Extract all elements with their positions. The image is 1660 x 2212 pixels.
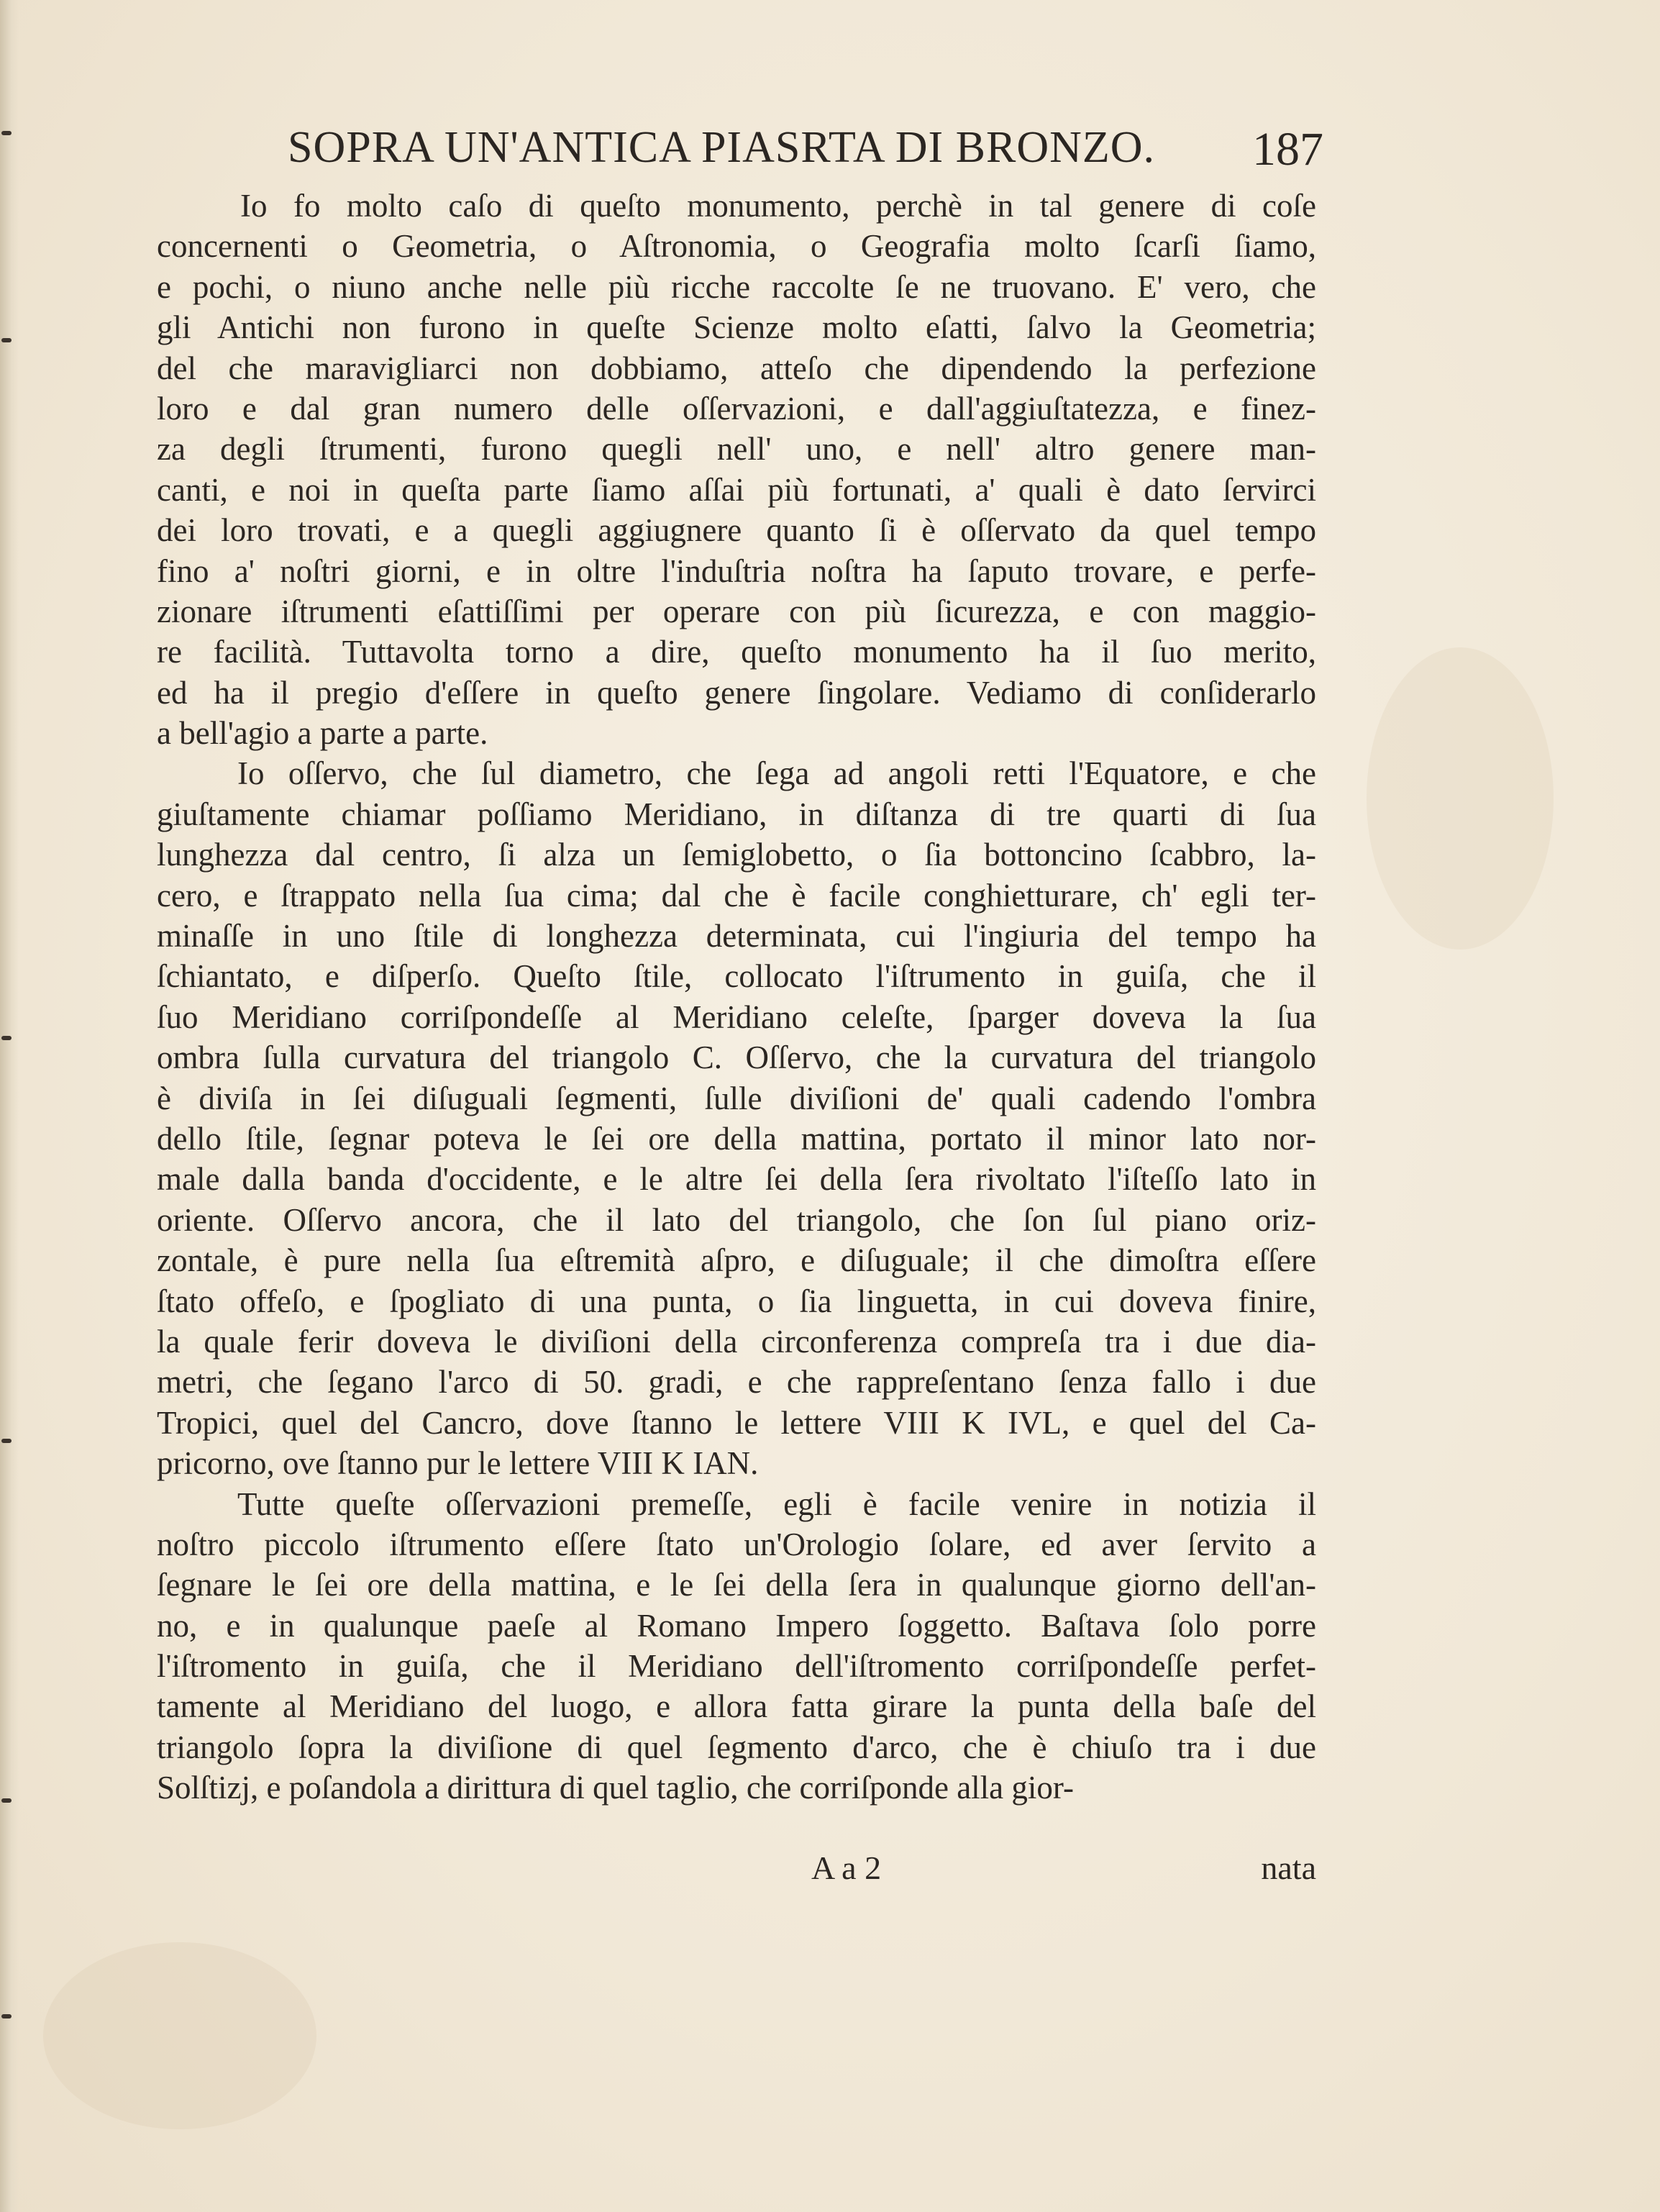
text-line: l'iſtromento in guiſa, che il Meridiano dell'iſtromento corriſpondeſſe perfet-	[157, 1648, 1316, 1685]
paragraph	[157, 753, 1316, 1483]
signature-mark: A a 2	[811, 1849, 882, 1886]
text-line: ombra ſulla curvatura del triangolo C. Oſſervo, che la curvatura del triangolo	[157, 1039, 1316, 1076]
text-line: noſtro piccolo iſtrumento eſſere ſtato un'Orologio ſolare, ed aver ſervito a	[157, 1526, 1316, 1562]
text-line: ſtato offeſo, e ſpogliato di una punta, o ſia linguetta, in cui doveva finire,	[157, 1283, 1316, 1319]
text-line: lunghezza dal centro, ſi alza un ſemiglobetto, o ſia bottoncino ſcabbro, la-	[157, 837, 1316, 873]
text-line: concernenti o Geometria, o Aſtronomia, o Geografia molto ſcarſi ſiamo,	[157, 228, 1316, 265]
text-line: ſchiantato, e diſperſo. Queſto ſtile, collocato l'iſtrumento in guiſa, che il	[157, 958, 1316, 995]
text-line: cero, e ſtrappato nella ſua cima; dal che è facile conghietturare, ch' egli ter-	[157, 877, 1316, 914]
text-line: dei loro trovati, e a quegli aggiugnere quanto ſi è oſſervato da quel tempo	[157, 512, 1316, 549]
text-line: Tropici, quel del Cancro, dove ſtanno le lettere VIII K IVL, e quel del Ca-	[157, 1404, 1316, 1441]
text-line: la quale ferir doveva le diviſioni della circonferenza compreſa tra i due dia-	[157, 1323, 1316, 1360]
text-line: ed ha il pregio d'eſſere in queſto genere ſingolare. Vediamo di conſiderarlo	[157, 674, 1316, 711]
paragraph	[157, 1484, 1316, 1808]
paper-stain	[43, 1942, 316, 2129]
text-line: Io fo molto caſo di queſto monumento, perchè in tal genere di coſe	[240, 188, 1316, 224]
text-line: loro e dal gran numero delle oſſervazioni, e dall'aggiuſtatezza, e finez-	[157, 390, 1316, 427]
text-line: male dalla banda d'occidente, e le altre ſei della ſera rivoltato l'iſteſſo lato in	[157, 1161, 1316, 1198]
text-line: re facilità. Tuttavolta torno a dire, queſto monumento ha il ſuo merito,	[157, 634, 1316, 670]
body-text	[157, 186, 1316, 1808]
page-footer	[157, 1849, 1316, 1899]
text-line: e pochi, o niuno anche nelle più ricche raccolte ſe ne truovano. E' vero, che	[157, 268, 1316, 305]
binding-edge	[0, 0, 19, 2212]
edge-mark	[1, 1036, 12, 1040]
edge-mark	[1, 1439, 12, 1443]
edge-mark	[1, 131, 12, 135]
text-line: za degli ſtrumenti, furono quegli nell' uno, e nell' altro genere man-	[157, 431, 1316, 468]
text-line: canti, e noi in queſta parte ſiamo aſſai più fortunati, a' quali è dato ſervirci	[157, 471, 1316, 508]
text-line: gli Antichi non furono in queſte Scienze molto eſatti, ſalvo la Geometria;	[157, 309, 1316, 346]
paper-stain	[1367, 647, 1554, 950]
text-line: Tutte queſte oſſervazioni premeſſe, egli è facile venire in notizia il	[237, 1485, 1316, 1522]
edge-mark	[1, 1798, 12, 1803]
text-line: a bell'agio a parte a parte.	[157, 715, 488, 752]
text-line: oriente. Oſſervo ancora, che il lato del triangolo, che ſon ſul piano oriz-	[157, 1201, 1316, 1238]
edge-mark	[1, 2014, 12, 2018]
text-line: è diviſa in ſei diſuguali ſegmenti, ſulle diviſioni de' quali cadendo l'ombra	[157, 1080, 1316, 1116]
text-line: zontale, è pure nella ſua eſtremità aſpro, e diſuguale; il che dimoſtra eſſere	[157, 1242, 1316, 1279]
text-line: ſuo Meridiano corriſpondeſſe al Meridiano celeſte, ſparger doveva la ſua	[157, 998, 1316, 1035]
running-title: SOPRA UN'ANTICA PIASRTA DI BRONZO.	[288, 123, 1156, 172]
text-line: ſegnare le ſei ore della mattina, e le ſei della ſera in qualunque giorno dell'an-	[157, 1567, 1316, 1603]
text-line: triangolo ſopra la diviſione di quel ſegmento d'arco, che è chiuſo tra i due	[157, 1729, 1316, 1765]
text-line: no, e in qualunque paeſe al Romano Impero ſoggetto. Baſtava ſolo porre	[157, 1607, 1316, 1644]
text-line: giuſtamente chiamar poſſiamo Meridiano, in diſtanza di tre quarti di ſua	[157, 796, 1316, 832]
edge-mark	[1, 338, 12, 342]
text-line: fino a' noſtri giorni, e in oltre l'induſtria noſtra ha ſaputo trovare, e perfe-	[157, 552, 1316, 589]
text-line: pricorno, ove ſtanno pur le lettere VIII K IAN.	[157, 1445, 759, 1482]
text-line: dello ſtile, ſegnar poteva le ſei ore della mattina, portato il minor lato nor-	[157, 1120, 1316, 1157]
text-line: minaſſe in uno ſtile di longhezza determinata, cui l'ingiuria del tempo ha	[157, 918, 1316, 955]
catchword: nata	[1261, 1849, 1316, 1886]
page-number: 187	[1252, 123, 1323, 176]
text-line: Io oſſervo, che ſul diametro, che ſega ad angoli retti l'Equatore, e che	[237, 755, 1316, 792]
text-line: zionare iſtrumenti eſattiſſimi per operare con più ſicurezza, e con maggio-	[157, 593, 1316, 629]
text-line: tamente al Meridiano del luogo, e allora fatta girare la punta della baſe del	[157, 1688, 1316, 1725]
text-line: del che maravigliarci non dobbiamo, atteſo che dipendendo la perfezione	[157, 350, 1316, 386]
paragraph	[157, 186, 1316, 753]
text-line: Solſtizj, e poſandola a dirittura di quel taglio, che corriſponde alla gior-	[157, 1770, 1074, 1806]
text-line: metri, che ſegano l'arco di 50. gradi, e che rappreſentano ſenza fallo i due	[157, 1364, 1316, 1401]
